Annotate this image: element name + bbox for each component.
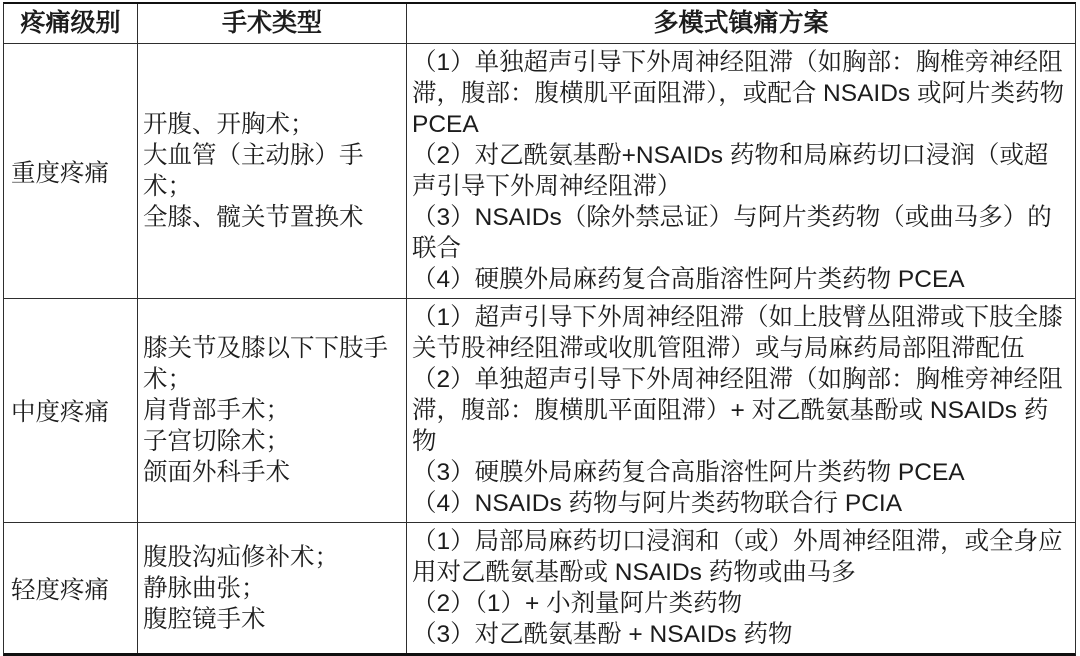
plan-item: （2）对乙酰氨基酚+NSAIDs 药物和局麻药切口浸润（或超声引导下外周神经阻滞） bbox=[412, 142, 1049, 200]
header-analgesia-plan: 多模式镇痛方案 bbox=[653, 9, 829, 37]
plan-item: （2）（1）+ 小剂量阿片类药物 bbox=[412, 590, 743, 617]
pain-level-cell: 轻度疼痛 bbox=[4, 523, 138, 653]
plan-item: （1）超声引导下外周神经阻滞（如上肢臂丛阻滞或下肢全膝关节股神经阻滞或收肌管阻滞）或与局麻药局部阻滞配伍 bbox=[412, 304, 1063, 362]
surgery-line: 膝关节及膝以下下肢手术； bbox=[143, 335, 388, 393]
surgery-line: 腹股沟疝修补术； bbox=[143, 543, 339, 571]
surgery-line: 腹腔镜手术 bbox=[143, 605, 266, 633]
table-row-moderate-pain bbox=[4, 299, 1075, 523]
plan-item: （3）对乙酰氨基酚 + NSAIDs 药物 bbox=[412, 621, 793, 648]
surgery-line: 肩背部手术； bbox=[143, 397, 290, 424]
surgery-line: 全膝、髋关节置换术 bbox=[143, 204, 364, 231]
table-header-row bbox=[4, 4, 1075, 44]
surgery-line: 开腹、开胸术； bbox=[143, 111, 315, 138]
header-pain-level: 疼痛级别 bbox=[4, 4, 138, 43]
surgery-line: 子宫切除术； bbox=[143, 428, 290, 455]
header-surgery-type: 手术类型 bbox=[138, 4, 407, 43]
surgery-type-cell bbox=[138, 44, 407, 298]
table-row-mild-pain bbox=[4, 523, 1075, 653]
pain-level-cell: 重度疼痛 bbox=[4, 44, 138, 298]
pain-level-cell: 中度疼痛 bbox=[4, 299, 138, 522]
plan-item: （3）硬膜外局麻药复合高脂溶性阿片类药物 PCEA bbox=[412, 459, 965, 486]
plan-item: （3）NSAIDs（除外禁忌证）与阿片类药物（或曲马多）的联合 bbox=[412, 204, 1052, 262]
analgesia-plan-cell bbox=[407, 299, 1075, 522]
plan-item: （4）NSAIDs 药物与阿片类药物联合行 PCIA bbox=[412, 490, 903, 517]
analgesia-plan-cell bbox=[407, 44, 1075, 298]
analgesia-plan-cell bbox=[407, 523, 1075, 653]
plan-item: （4）硬膜外局麻药复合高脂溶性阿片类药物 PCEA bbox=[412, 266, 965, 293]
analgesia-table bbox=[3, 2, 1076, 656]
surgery-line: 大血管（主动脉）手术； bbox=[143, 142, 364, 200]
plan-item: （1）局部局麻药切口浸润和（或）外周神经阻滞，或全身应用对乙酰氨基酚或 NSAIDs 药物或曲马多 bbox=[412, 528, 1063, 586]
surgery-type-cell bbox=[138, 523, 407, 653]
surgery-line: 静脉曲张； bbox=[143, 574, 266, 602]
plan-item: （2）单独超声引导下外周神经阻滞（如胸部：胸椎旁神经阻滞，腹部：腹横肌平面阻滞）+ 对乙酰氨基酚或 NSAIDs 药物 bbox=[412, 366, 1063, 455]
table-row-severe-pain bbox=[4, 44, 1075, 299]
plan-item: （1）单独超声引导下外周神经阻滞（如胸部：胸椎旁神经阻滞，腹部：腹横肌平面阻滞），或配合 NSAIDs 或阿片类药物 PCEA bbox=[412, 49, 1064, 138]
surgery-type-cell bbox=[138, 299, 407, 522]
surgery-line: 颌面外科手术 bbox=[143, 459, 290, 486]
